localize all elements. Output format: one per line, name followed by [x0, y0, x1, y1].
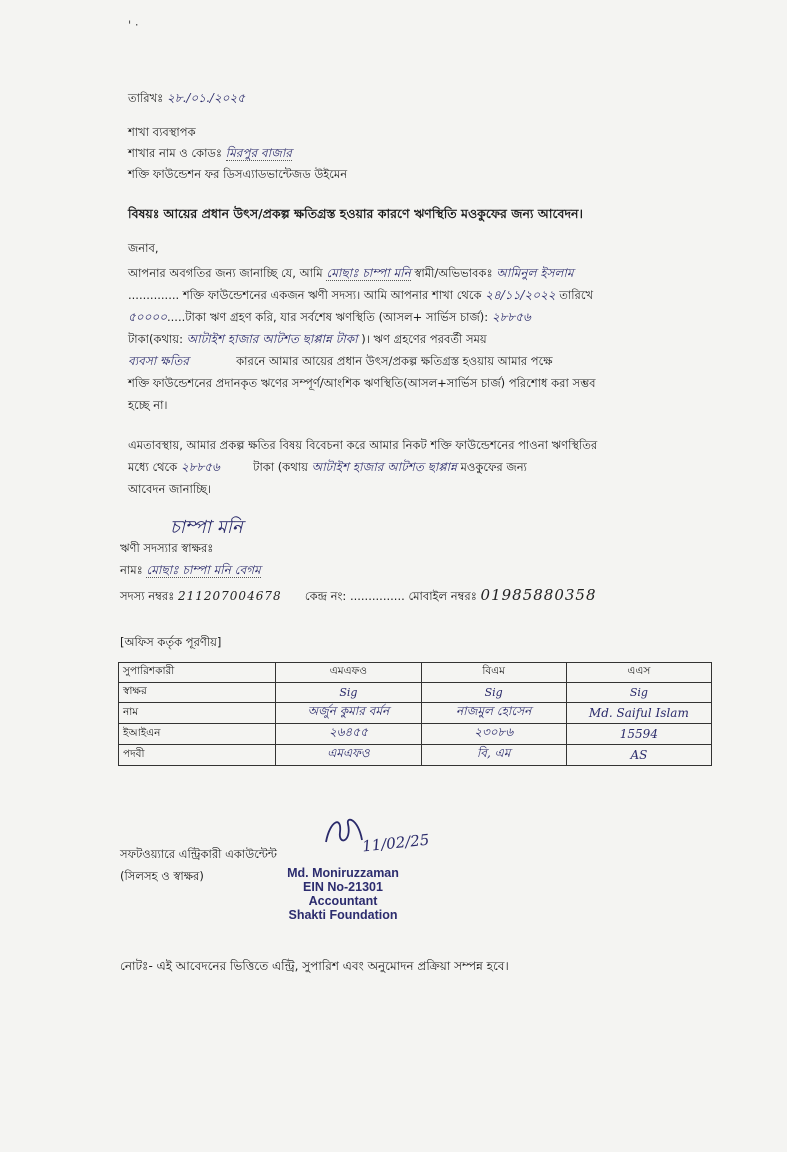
- signature-cell: Sig: [276, 683, 421, 703]
- accountant-sub-label: (সিলসহ ও স্বাক্ষর): [120, 869, 204, 883]
- para1-text-e: .....টাকা ঋণ গ্রহণ করি, যার সর্বশেষ ঋণস্থিতি (আসল+ সার্ভিস চার্জ):: [167, 310, 489, 324]
- stamp-line-org: Shakti Foundation: [288, 908, 398, 922]
- table-cell: AS: [566, 745, 711, 766]
- signature-cell: Sig: [421, 683, 566, 703]
- table-header-cell: বিএম: [421, 663, 566, 683]
- guardian-name-fill: আমিনুল ইসলাম: [496, 266, 574, 280]
- para2-text-a: মধ্যে থেকে: [128, 460, 178, 474]
- addressee-title: শাখা ব্যবস্থাপক: [128, 125, 196, 139]
- table-header-cell: এএস: [566, 663, 711, 683]
- date-label: তারিখঃ: [128, 91, 164, 105]
- mobile-value: 01985880358: [480, 586, 597, 604]
- loan-amount-fill: ৫০০০০: [128, 310, 167, 324]
- para1-text-d: তারিখে: [559, 288, 594, 302]
- member-number-value: 211207004678: [177, 589, 282, 603]
- subject-text: আয়ের প্রধান উৎস/প্রকল্প ক্ষতিগ্রস্ত হওয়ার কারণে ঋণস্থিতি মওকুফের জন্য আবেদন।: [163, 206, 583, 221]
- para2-line-1: এমতাবস্থায়, আমার প্রকল্প ক্ষতির বিষয় বিবেচনা করে আমার নিকট শক্তি ফাউন্ডেশনের পাওনা ঋণস্থিতির: [128, 438, 598, 452]
- para1-text-b: স্বামী/অভিভাবকঃ: [414, 266, 493, 280]
- table-cell: ২৩০৮৬: [421, 724, 566, 745]
- signature-cell: Sig: [566, 683, 711, 703]
- member-name-fill: মোছাঃ চাম্পা মনি: [326, 266, 411, 280]
- row-label: পদবী: [119, 745, 276, 766]
- office-use-label: [অফিস কর্তৃক পূরণীয়]: [120, 635, 222, 649]
- table-cell: 15594: [566, 724, 711, 745]
- table-cell: নাজমুল হোসেন: [421, 703, 566, 724]
- para1-line-3: [128, 306, 728, 328]
- branch-line: [128, 145, 292, 165]
- office-approval-table: [118, 662, 712, 766]
- para2-line-3: আবেদন জানাচ্ছি।: [128, 482, 212, 496]
- stamp-line-title: Accountant: [308, 894, 378, 908]
- accountant-label: সফটওয়্যারে এন্ট্রিকারী একাউন্টেন্ট: [120, 847, 277, 861]
- para1-line-6: শক্তি ফাউন্ডেশনের প্রদানকৃত ঋণের সম্পূর্ণ/আংশিক ঋণস্থিতি(আসল+সার্ভিস চার্জ) পরিশোধ করা সম্ভব: [128, 376, 596, 390]
- subject-line: [128, 206, 583, 226]
- branch-label: শাখার নাম ও কোডঃ: [128, 146, 223, 160]
- para2-text-b: টাকা (কথায়: [253, 460, 308, 474]
- table-header-cell: সুপারিশকারী: [119, 663, 276, 683]
- para1-text-g: )। ঋণ গ্রহণের পরবর্তী সময়: [361, 332, 487, 346]
- para2-text-c: মওকুফের জন্য: [460, 460, 527, 474]
- para1-text-h: কারনে আমার আয়ের প্রধান উৎস/প্রকল্প ক্ষতিগ্রস্ত হওয়ায় আমার পক্ষে: [236, 354, 553, 368]
- paragraph-2: [128, 434, 728, 500]
- para1-dots: ..............: [128, 288, 180, 302]
- waiver-words-fill: আটাইশ হাজার আটশত ছাপ্পান্ন: [311, 460, 457, 474]
- para1-line-5: [128, 350, 728, 372]
- branch-value: মিরপুর বাজার: [225, 146, 292, 160]
- top-marks: ' ·: [128, 18, 139, 32]
- center-number-label: কেন্দ্র নং:: [304, 589, 347, 603]
- para1-line-1: [128, 262, 728, 284]
- center-number-dots: ...............: [349, 589, 405, 603]
- member-info-line: [120, 586, 720, 607]
- para1-text-f: টাকা(কথায়:: [128, 332, 183, 346]
- member-signature-label: ঋণী সদস্যার স্বাক্ষরঃ: [120, 541, 214, 555]
- date-value: ২৮./০১./২০২৫: [166, 91, 246, 105]
- paragraph-1: [128, 262, 728, 416]
- balance-words-fill: আটাইশ হাজার আটশত ছাপ্পান্ন টাকা: [186, 332, 358, 346]
- stamp-line-name: Md. Moniruzzaman: [287, 866, 399, 880]
- date-line: [128, 90, 245, 110]
- salutation: জনাব,: [128, 241, 159, 255]
- loan-balance-fill: ২৮৮৫৬: [491, 310, 531, 324]
- member-name-line: [120, 562, 261, 582]
- waiver-amount-fill: ২৮৮৫৬: [180, 460, 220, 474]
- para1-line-2: [128, 284, 728, 306]
- member-name-label: নামঃ: [120, 563, 143, 577]
- table-row: [119, 724, 712, 745]
- subject-label: বিষয়ঃ: [128, 206, 160, 221]
- row-label: স্বাক্ষর: [119, 683, 276, 703]
- para1-line-4: [128, 328, 728, 350]
- table-cell: অর্জুন কুমার বর্মন: [276, 703, 421, 724]
- para1-text-a: আপনার অবগতির জন্য জানাচ্ছি যে, আমি: [128, 266, 323, 280]
- accountant-signature-scribble: [318, 812, 368, 852]
- table-cell: ২৬৪৫৫: [276, 724, 421, 745]
- table-cell: Md. Saiful Islam: [566, 703, 711, 724]
- row-label: নাম: [119, 703, 276, 724]
- table-header-cell: এমএফও: [276, 663, 421, 683]
- stamp-line-ein: EIN No-21301: [303, 880, 383, 894]
- accountant-stamp: [268, 866, 418, 922]
- table-cell: বি, এম: [421, 745, 566, 766]
- table-row: [119, 683, 712, 703]
- para2-line-2: [128, 456, 728, 478]
- footer-note: নোটঃ- এই আবেদনের ভিত্তিতে এন্ট্রি, সুপারিশ এবং অনুমোদন প্রক্রিয়া সম্পন্ন হবে।: [120, 959, 509, 973]
- loss-reason-fill: ব্যবসা ক্ষতির: [128, 354, 189, 368]
- member-name-value: মোছাঃ চাম্পা মনি বেগম: [146, 563, 261, 577]
- accountant-signature-date: 11/02/25: [361, 830, 431, 856]
- para1-line-7: হচ্ছে না।: [128, 398, 168, 412]
- table-header-row: [119, 663, 712, 683]
- loan-date-fill: ২৪/১১/২০২২: [485, 288, 556, 302]
- para1-text-c: শক্তি ফাউন্ডেশনের একজন ঋণী সদস্য। আমি আপনার শাখা থেকে: [182, 288, 482, 302]
- row-label: ইআইএন: [119, 724, 276, 745]
- mobile-label: মোবাইল নম্বরঃ: [408, 589, 477, 603]
- member-signature: চাম্পা মনি: [170, 517, 243, 538]
- organization-line: শক্তি ফাউন্ডেশন ফর ডিসএ্যাডভান্টেজড উইমেন: [128, 167, 348, 181]
- table-row: [119, 703, 712, 724]
- member-number-label: সদস্য নম্বরঃ: [120, 589, 175, 603]
- table-row: [119, 745, 712, 766]
- table-cell: এমএফও: [276, 745, 421, 766]
